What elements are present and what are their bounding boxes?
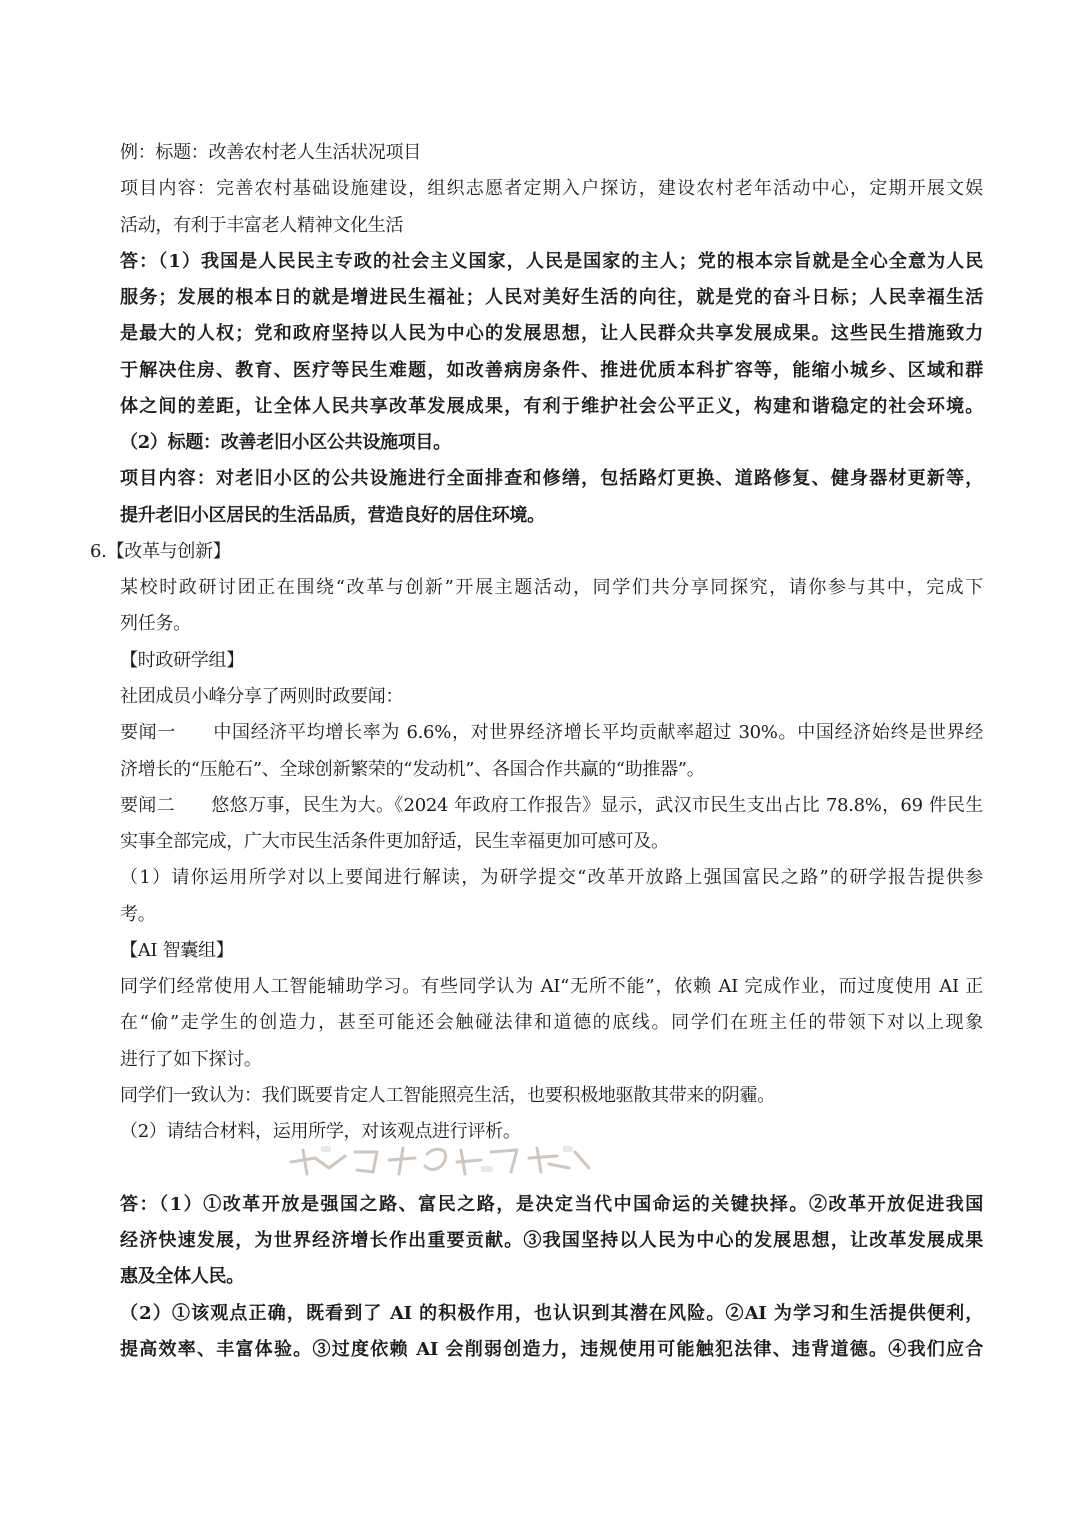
answer-line: 提高效率、丰富体验。③过度依赖 AI 会削弱创造力，违规使用可能触犯法律、违背道德。④我们应合: [120, 1338, 983, 1360]
answer-project-content-line: 项目内容：对老旧小区的公共设施进行全面排查和修缮，包括路灯更换、道路修复、健身器材更新等，: [120, 468, 983, 490]
watermark-graphic: [285, 1138, 595, 1180]
question-6-block: [90, 534, 983, 1151]
news-item-line: 要闻二 悠悠万事，民生为大。《2024 年政府工作报告》显示，武汉市民生支出占比 78.8%，69 件民生: [120, 794, 983, 816]
question-intro-line: 列任务。: [120, 613, 191, 635]
answer-line: 答：（1）我国是人民民主专政的社会主义国家，人民是国家的主人；党的根本宗旨就是全心全意为人民: [120, 250, 983, 272]
news-item-line: 实事全部完成，广大市民生活条件更加舒适，民生幸福更加可感可及。: [120, 831, 669, 853]
answer-6-block: [120, 1187, 983, 1368]
group-material-line: 同学们经常使用人工智能辅助学习。有些同学认为 AI“无所不能”，依赖 AI 完成作业，而过度使用 AI 正: [120, 976, 983, 998]
previous-answer-block: [120, 244, 983, 534]
answer-line: （2）①该观点正确，既看到了 AI 的积极作用，也认识到其潜在风险。②AI 为学习和生活提供便利，: [120, 1302, 983, 1324]
question-intro-line: 某校时政研讨团正在围绕“改革与创新”开展主题活动，同学们共分享同探究，请你参与其中，完成下: [120, 577, 983, 599]
task-line: （1）请你运用所学对以上要闻进行解读，为研学提交“改革开放路上强国富民之路”的研学报告提供参: [120, 867, 983, 889]
group-material-line: 进行了如下探讨。: [120, 1048, 262, 1070]
group-heading-ai: 【AI 智囊组】: [120, 939, 234, 961]
question-heading: 6.【改革与创新】: [90, 540, 231, 562]
example-content-line: 项目内容：完善农村基础设施建设，组织志愿者定期入户探访，建设农村老年活动中心，定期开展文娱: [120, 178, 983, 200]
page-text-column: [90, 135, 983, 1368]
news-item-line: 济增长的“压舱石”、全球创新繁荣的“发动机”、各国合作共赢的“助推器”。: [120, 758, 705, 780]
answer-line: 服务；发展的根本日的就是增进民生福祉；人民对美好生活的向往，就是党的奋斗日标；人民幸福生活: [120, 287, 983, 309]
viewpoint-line: 同学们一致认为：我们既要肯定人工智能照亮生活，也要积极地驱散其带来的阴霾。: [120, 1084, 775, 1106]
answer-line: 是最大的人权；党和政府坚持以人民为中心的发展思想，让人民群众共享发展成果。这些民生措施致力: [120, 323, 983, 345]
group-material-line: 在“偷”走学生的创造力，甚至可能还会触碰法律和道德的底线。同学们在班主任的带领下对以上现象: [120, 1012, 983, 1034]
group-heading-current-affairs: 【时政研学组】: [120, 649, 244, 671]
news-item-line: 要闻一 中国经济平均增长率为 6.6%，对世界经济增长平均贡献率超过 30%。中国经济始终是世界经: [120, 722, 983, 744]
example-block: [120, 135, 983, 244]
example-content-line: 活动，有利于丰富老人精神文化生活: [120, 214, 404, 236]
answer-line: 于解决住房、教育、医疗等民生难题，如改善病房条件、推进优质本科扩容等，能缩小城乡、区域和群: [120, 359, 983, 381]
task-line: 考。: [120, 903, 156, 925]
answer-line: 体之间的差距，让全体人民共享改革发展成果，有利于维护社会公平正义，构建和谐稳定的社会环境。: [120, 395, 983, 417]
answer-line: 经济快速发展，为世界经济增长作出重要贡献。③我国坚持以人民为中心的发展思想，让改革发展成果: [120, 1229, 983, 1251]
answer-line: 惠及全体人民。: [120, 1266, 244, 1288]
answer-project-title-line: （2）标题：改善老旧小区公共设施项目。: [120, 432, 451, 454]
answer-project-content-line: 提升老旧小区居民的生活品质，营造良好的居住环境。: [120, 504, 545, 526]
group-intro-line: 社团成员小峰分享了两则时政要闻：: [120, 685, 404, 707]
example-title-line: 例：标题：改善农村老人生活状况项目: [120, 142, 421, 163]
answer-line: 答：（1）①改革开放是强国之路、富民之路，是决定当代中国命运的关键抉择。②改革开放促进我国: [120, 1193, 983, 1215]
task-line: （2）请结合材料，运用所学，对该观点进行评析。: [120, 1121, 521, 1143]
